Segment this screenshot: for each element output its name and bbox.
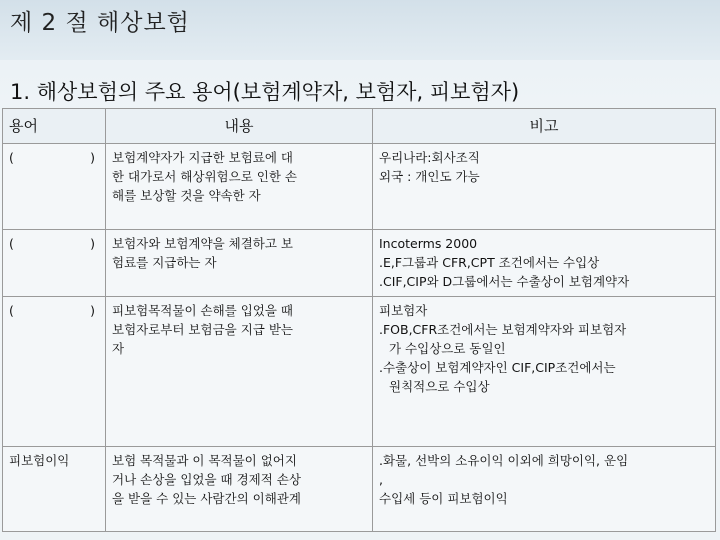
- content-cell: [106, 297, 373, 447]
- content-cell: [106, 230, 373, 297]
- note-line: 원칙적으로 수입상: [389, 379, 490, 394]
- note-line: Incoterms 2000: [379, 236, 478, 251]
- term-blank: [9, 301, 99, 320]
- header-note: 비고: [373, 109, 716, 144]
- table-row: [3, 230, 716, 297]
- term-cell: [3, 230, 106, 297]
- note-line: ,: [379, 472, 383, 487]
- note-line: .화물, 선박의 소유이익 이외에 희망이익, 운임: [379, 453, 629, 468]
- content-line: 거나 손상을 입었을 때 경제적 손상: [112, 472, 301, 487]
- term-blank: [9, 234, 99, 253]
- term-close-paren: ): [90, 236, 95, 251]
- content-line: 자: [112, 341, 125, 356]
- content-line: 해를 보상할 것을 약속한 자: [112, 188, 261, 203]
- note-cell: [373, 297, 716, 447]
- header-term: 용어: [3, 109, 106, 144]
- term-open-paren: (: [9, 303, 14, 318]
- content-line: 보험계약자가 지급한 보험료에 대: [112, 150, 293, 165]
- content-line: 한 대가로서 해상위험으로 인한 손: [112, 169, 297, 184]
- content-line: 보험자와 보험계약을 체결하고 보: [112, 236, 293, 251]
- content-line: 피보험목적물이 손해를 입었을 때: [112, 303, 293, 318]
- content-line: 보험 목적물과 이 목적물이 없어지: [112, 453, 297, 468]
- term-blank: [9, 148, 99, 167]
- term-open-paren: (: [9, 236, 14, 251]
- note-line: .수출상이 보험계약자인 CIF,CIP조건에서는: [379, 360, 616, 375]
- content-cell: [106, 447, 373, 532]
- note-line: 피보험자: [379, 303, 428, 318]
- content-line: 험료를 지급하는 자: [112, 255, 217, 270]
- term-open-paren: (: [9, 150, 14, 165]
- note-line: 수입세 등이 피보험이익: [379, 491, 508, 506]
- section-subtitle: 1. 해상보험의 주요 용어(보험계약자, 보험자, 피보험자): [10, 80, 520, 104]
- table-header-row: [3, 109, 716, 144]
- note-cell: [373, 230, 716, 297]
- note-line: .CIF,CIP와 D그룹에서는 수출상이 보험계약자: [379, 274, 630, 289]
- term-close-paren: ): [90, 150, 95, 165]
- table-row: [3, 297, 716, 447]
- note-line: .E,F그룹과 CFR,CPT 조건에서는 수입상: [379, 255, 600, 270]
- content-line: 보험자로부터 보험금을 지급 받는: [112, 322, 293, 337]
- term-cell: [3, 144, 106, 230]
- note-cell: [373, 144, 716, 230]
- slide-title: 제 2 절 해상보험: [10, 10, 190, 36]
- table-row: [3, 144, 716, 230]
- table-row: [3, 447, 716, 532]
- term-label: 피보험이익: [9, 453, 70, 468]
- header-content: 내용: [106, 109, 373, 144]
- content-line: 을 받을 수 있는 사람간의 이해관계: [112, 491, 301, 506]
- term-cell: [3, 447, 106, 532]
- content-cell: [106, 144, 373, 230]
- terms-table: [2, 108, 716, 532]
- term-close-paren: ): [90, 303, 95, 318]
- note-line: .FOB,CFR조건에서는 보험계약자와 피보험자: [379, 322, 627, 337]
- note-cell: [373, 447, 716, 532]
- note-line: 외국 : 개인도 가능: [379, 169, 480, 184]
- note-line: 가 수입상으로 동일인: [389, 341, 506, 356]
- note-line: 우리나라:회사조직: [379, 150, 480, 165]
- term-cell: [3, 297, 106, 447]
